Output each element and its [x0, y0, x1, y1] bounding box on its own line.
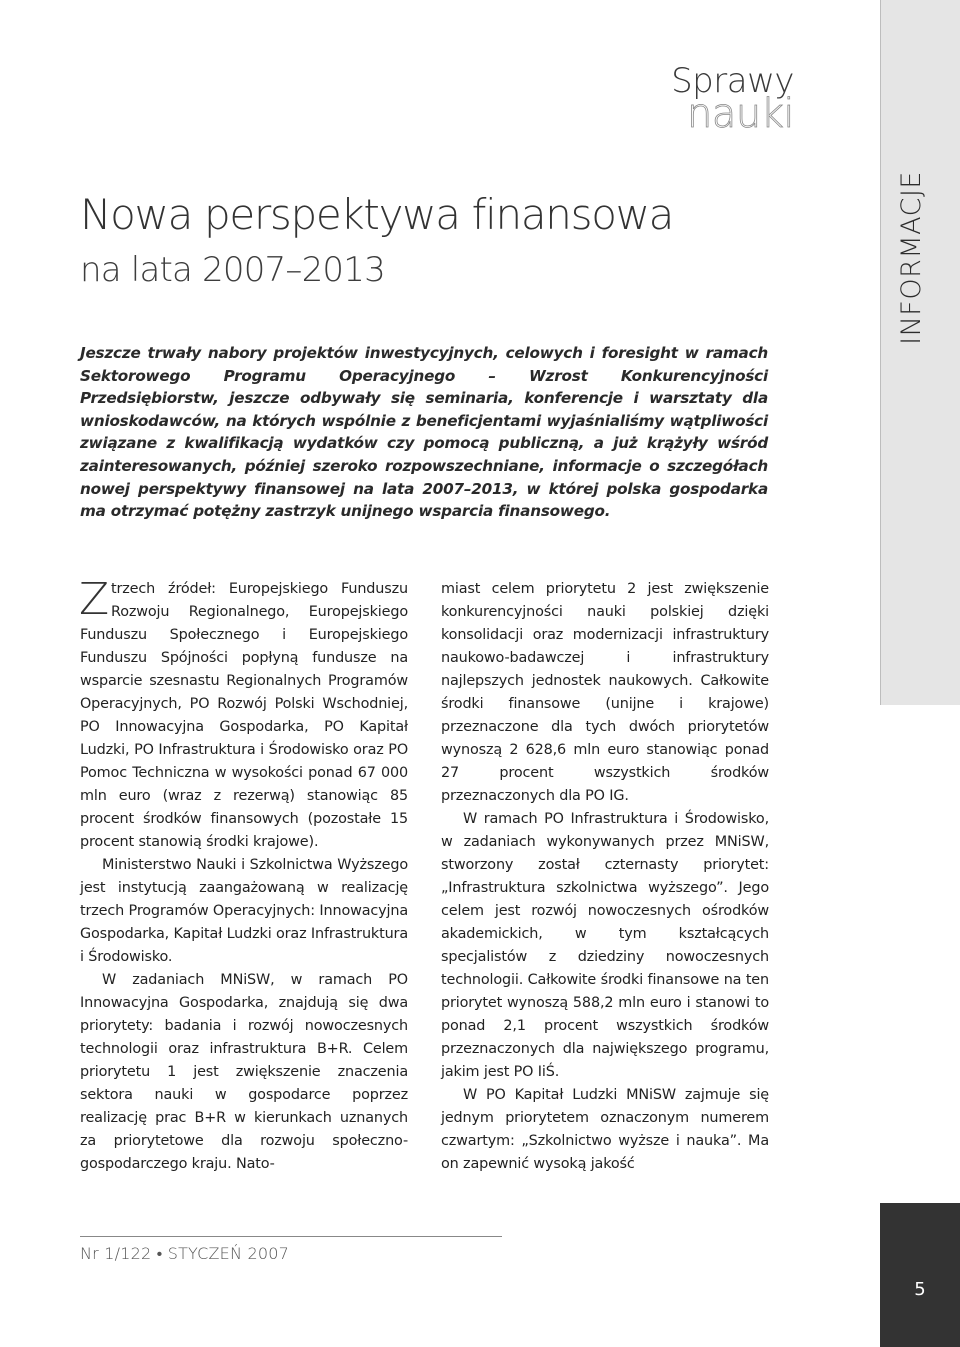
section-label [884, 171, 938, 345]
paragraph: W ramach PO Infrastruktura i Środowisko, w zadaniach wykonywanych przez MNiSW, stworzony został czternasty priorytet: „Infrastruktura szkolnictwa wyższego”. Jego celem jest rozwój nowoczesnych ośrodków akademickich, w tym kształcących specjalistów z dziedziny nowoczesnych technologii. Całkowite środki finansowe na ten priorytet wynoszą 588,2 mln euro i stanowi to ponad 2,1 procent wszystkich środków przeznaczonych dla największego programu, jakim jest PO IiŚ. [441, 811, 769, 1080]
paragraph-text: trzech źródeł: Europejskiego Funduszu Rozwoju Regionalnego, Europejskiego Funduszu Społecznego i Europejskiego Funduszu Spójności popłyną fundusze na wsparcie szesnastu Regionalnych Programów Operacyjnych, PO Rozwój Polski Wschodniej, PO Innowacyjna Gospodarka, PO Kapitał Ludzki, PO Infrastruktura i Środowisko oraz PO Pomoc Techniczna w wysokości ponad 67 000 mln euro (wraz z rezerwą) stanowiąc 85 procent środków finansowych (pozostałe 15 procent stanowią środki krajowe). [80, 581, 408, 850]
drop-cap: Z [79, 574, 109, 625]
masthead [671, 61, 794, 137]
right-column [441, 578, 769, 1176]
page-number: 5 [914, 1278, 926, 1300]
side-divider [880, 0, 881, 705]
paragraph: W PO Kapitał Ludzki MNiSW zajmuje się jednym priorytetem oznaczonym numerem czwartym: „Szkolnictwo wyższe i nauka”. Ma on zapewnić wysoką jakość [441, 1087, 769, 1172]
masthead-line-1: Sprawy [671, 61, 794, 101]
footer-rule [80, 1236, 502, 1237]
article-subtitle: na lata 2007–2013 [80, 250, 385, 290]
issue-info: Nr 1/122 • STYCZEŃ 2007 [80, 1244, 289, 1263]
masthead-line-2: nauki [687, 91, 794, 137]
paragraph [79, 574, 408, 854]
article-title: Nowa perspektywa finansowa [80, 190, 674, 239]
section-label-text: INFORMACJE [895, 171, 927, 345]
paragraph: miast celem priorytetu 2 jest zwiększenie konkurencyjności nauki polskiej dzięki konsolidacji oraz modernizacji infrastruktury naukowo-badawczej i infrastruktury najlepszych jednostek naukowych. Całkowite środki finansowe (unijne i krajowe) przeznaczone dla tych dwóch priorytetów wynoszą 2 628,6 mln euro stanowiąc ponad 27 procent wszystkich środków przeznaczonych dla PO IG. [441, 581, 769, 804]
side-strip [880, 0, 960, 705]
paragraph: W zadaniach MNiSW, w ramach PO Innowacyjna Gospodarka, znajdują się dwa priorytety: badania i rozwój nowoczesnych technologii oraz infrastruktura B+R. Celem priorytetu 1 jest zwiększenie znaczenia sektora nauki w gospodarce poprzez realizację prac B+R w kierunkach uznanych za priorytetowe dla rozwoju społeczno-gospodarczego kraju. Nato- [80, 972, 408, 1172]
article-lead: Jeszcze trwały nabory projektów inwestycyjnych, celowych i foresight w ramach Sektorowego Programu Operacyjnego – Wzrost Konkurencyjności Przedsiębiorstw, jeszcze odbywały się seminaria, konferencje i warsztaty dla wnioskodawców, na których wspólnie z beneficjentami wyjaśnialiśmy wątpliwości związane z kwalifikacją wydatków czy pomocą publiczną, a już krążyły wśród zainteresowanych, później szeroko rozpowszechniane, informacje o szczegółach nowej perspektywy finansowej na lata 2007–2013, w której polska gospodarka ma otrzymać potężny zastrzyk unijnego wsparcia finansowego. [80, 344, 768, 521]
left-column [79, 574, 408, 1176]
page-number-box [880, 1203, 960, 1347]
paragraph: Ministerstwo Nauki i Szkolnictwa Wyższego jest instytucją zaangażowaną w realizację trzech Programów Operacyjnych: Innowacyjna Gospodarka, Kapitał Ludzki oraz Infrastruktura i Środowisko. [80, 857, 408, 965]
